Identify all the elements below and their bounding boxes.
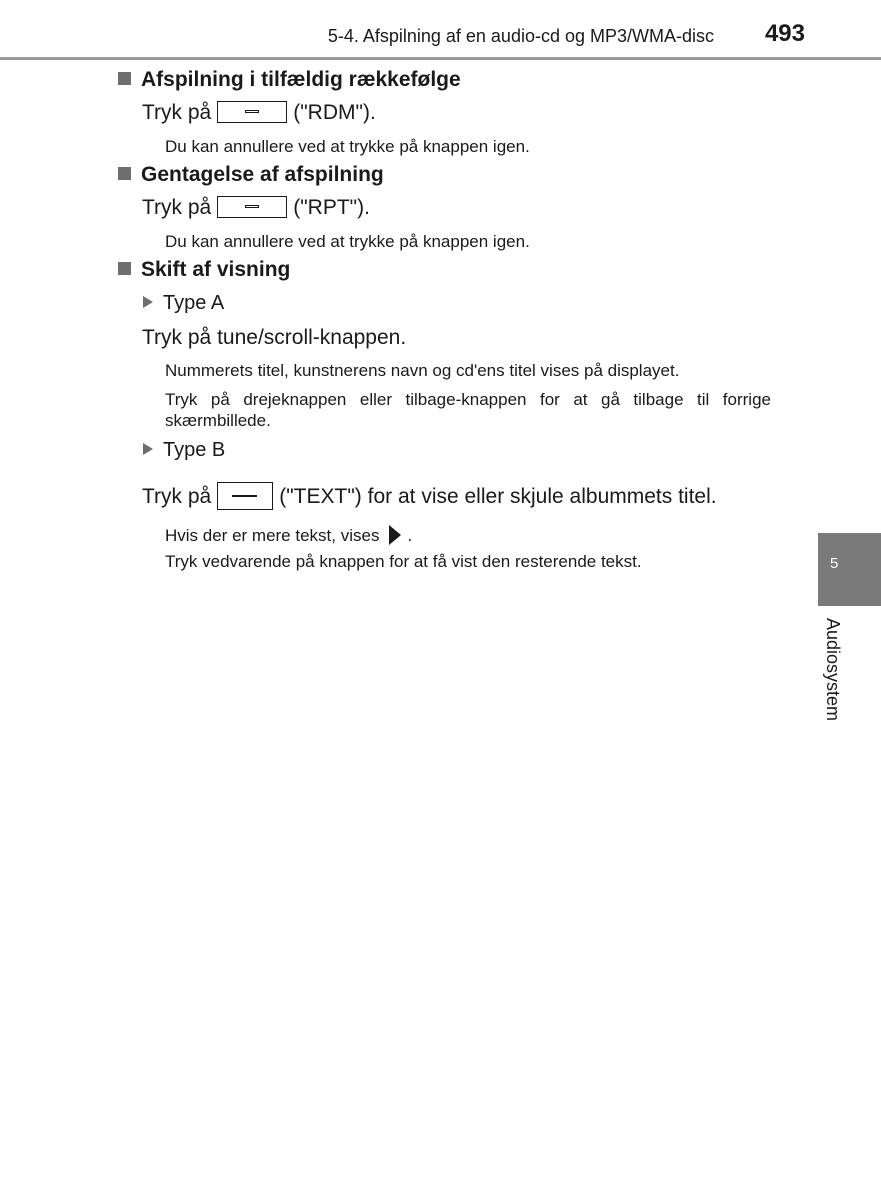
rdm-button-icon [217,101,287,123]
instruction-type-a: Tryk på tune/scroll-knappen. [142,326,407,349]
chapter-title: 5-4. Afspilning af en audio-cd og MP3/WMA-disc [327,26,714,46]
note-prefix: Hvis der er mere tekst, vises [165,526,380,545]
section-heading-text: Skift af visning [141,258,291,281]
chapter-tab [818,533,881,606]
chapter-label: Audiosystem [823,618,843,722]
text-button-icon [217,482,273,510]
subheading-type-b [143,439,225,462]
note-random: Du kan annullere ved at trykke på knappen igen. [165,137,530,156]
page-number: 493 [764,20,805,47]
triangle-bullet-icon [143,443,153,455]
subheading-text: Type B [163,439,226,461]
section-heading-display [118,258,290,282]
section-heading-text: Afspilning i tilfældig rækkefølge [141,68,461,91]
section-heading-repeat [118,163,384,187]
instruction-prefix: Tryk på [142,196,212,219]
square-bullet-icon [118,72,131,85]
instruction-random [142,101,376,125]
square-bullet-icon [118,262,131,275]
instruction-type-b [142,482,717,510]
subheading-text: Type A [163,292,225,314]
instruction-suffix: ("RDM"). [293,101,376,124]
note-type-b-1 [165,525,771,546]
triangle-bullet-icon [143,296,153,308]
section-heading-text: Gentagelse af afspilning [141,163,384,186]
note-repeat: Du kan annullere ved at trykke på knappen igen. [165,232,530,251]
square-bullet-icon [118,167,131,180]
subheading-type-a [143,292,224,315]
note-suffix: . [407,526,413,545]
rpt-button-icon [217,196,287,218]
chapter-number: 5 [830,555,839,572]
note-type-a-2: Tryk på drejeknappen eller tilbage-knappen for at gå tilbage til forrige skærmbillede. [165,390,771,430]
instruction-prefix: Tryk på [142,101,212,124]
play-arrow-icon [389,525,401,545]
section-heading-random [118,68,461,92]
instruction-suffix: ("RPT"). [293,196,370,219]
instruction-repeat [142,196,370,220]
instruction-prefix: Tryk på [142,485,212,508]
header-divider [0,57,881,60]
note-type-b-2: Tryk vedvarende på knappen for at få vist den resterende tekst. [165,552,642,571]
instruction-suffix: ("TEXT") for at vise eller skjule albummets titel. [279,485,717,508]
note-type-a-1: Nummerets titel, kunstnerens navn og cd'ens titel vises på displayet. [165,361,680,380]
